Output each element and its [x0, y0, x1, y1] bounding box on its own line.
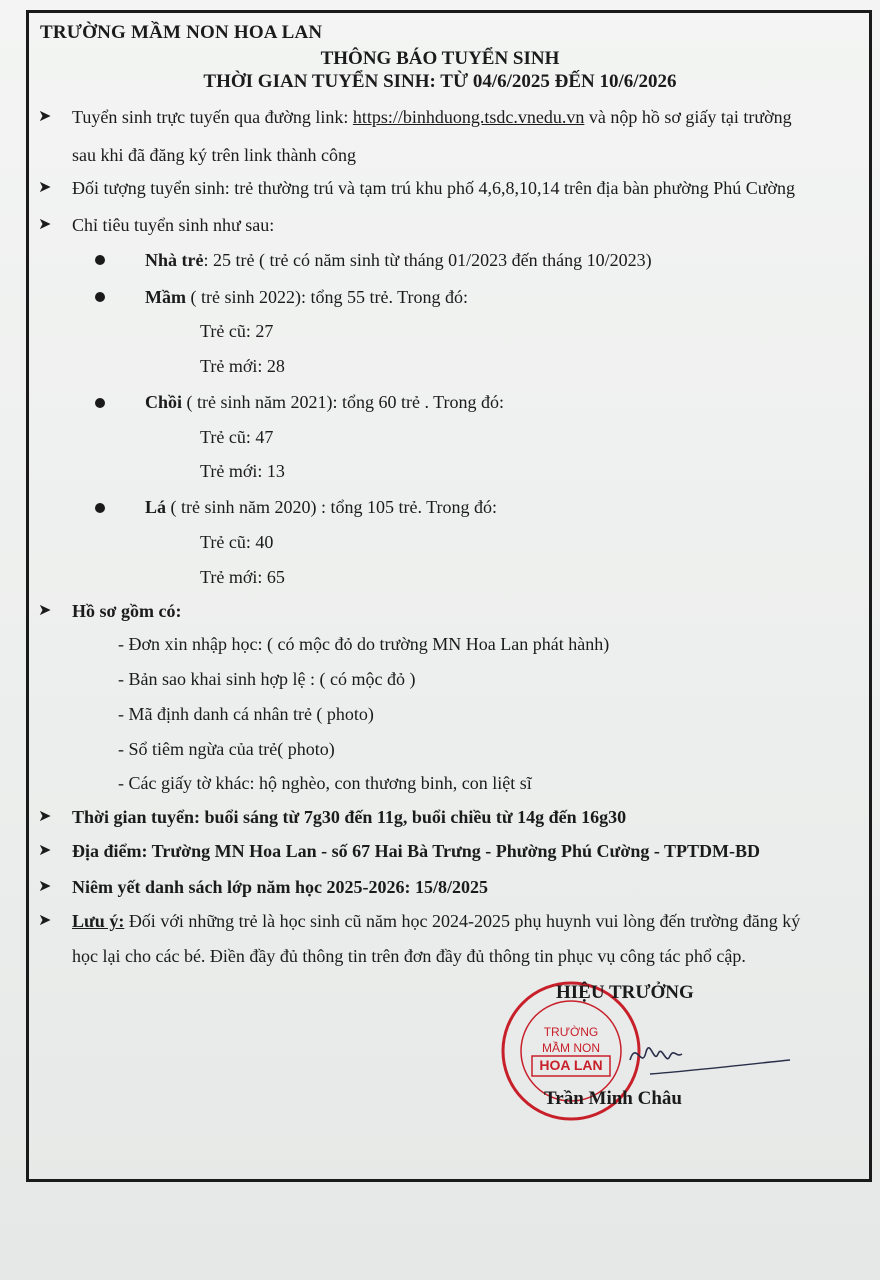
group-la: Lá ( trẻ sinh năm 2020) : tổng 105 trẻ. Trong đó: [145, 497, 498, 517]
filled-circle-icon [95, 503, 105, 513]
handwritten-signature-icon [590, 1030, 800, 1090]
note-line: Lưu ý: Đối với những trẻ là học sinh cũ năm học 2024-2025 phụ huynh vui lòng đến trường đăng ký [72, 911, 801, 931]
notice-title: THÔNG BÁO TUYỂN SINH [320, 48, 560, 69]
posting-line: Niêm yết danh sách lớp năm học 2025-2026: 15/8/2025 [72, 877, 488, 897]
time-line: Thời gian tuyển: buổi sáng từ 7g30 đến 11g, buổi chiều từ 14g đến 16g30 [72, 807, 627, 827]
school-name: TRƯỜNG MẦM NON HOA LAN [40, 22, 323, 43]
arrow-right-icon: ➤ [38, 808, 52, 825]
online-line: Tuyển sinh trực tuyến qua đường link: https://binhduong.tsdc.vnedu.vn và nộp hồ sơ giấy tại trường [72, 107, 792, 127]
online-line-cont: sau khi đã đăng ký trên link thành công [72, 145, 356, 165]
arrow-right-icon: ➤ [38, 602, 52, 619]
arrow-right-icon: ➤ [38, 108, 52, 125]
documents-heading: Hồ sơ gồm có: [72, 601, 182, 621]
principal-name: Trần Minh Châu [544, 1088, 682, 1109]
filled-circle-icon [95, 255, 105, 265]
document-item: - Bản sao khai sinh hợp lệ : ( có mộc đỏ ) [118, 669, 416, 689]
seal-line: TRƯỜNG [543, 1025, 599, 1039]
document-item: - Các giấy tờ khác: hộ nghèo, con thương binh, con liệt sĩ [118, 773, 532, 793]
group-la-old: Trẻ cũ: 40 [200, 532, 274, 552]
group-choi: Chồi ( trẻ sinh năm 2021): tổng 60 trẻ . Trong đó: [145, 392, 505, 412]
arrow-right-icon: ➤ [38, 878, 52, 895]
arrow-right-icon: ➤ [38, 842, 52, 859]
enrollment-period: THỜI GIAN TUYỂN SINH: TỪ 04/6/2025 ĐẾN 10/6/2026 [203, 71, 677, 92]
principal-title: HIỆU TRƯỞNG [556, 982, 694, 1003]
filled-circle-icon [95, 292, 105, 302]
seal-line: HOA LAN [539, 1057, 603, 1073]
arrow-right-icon: ➤ [38, 912, 52, 929]
group-la-new: Trẻ mới: 65 [200, 567, 285, 587]
group-mam-new: Trẻ mới: 28 [200, 356, 285, 376]
enrollment-link[interactable]: https://binhduong.tsdc.vnedu.vn [352, 107, 585, 127]
group-nha-tre: Nhà trẻ: 25 trẻ ( trẻ có năm sinh từ tháng 01/2023 đến tháng 10/2023) [145, 250, 652, 270]
seal-line: MẦM NON [542, 1041, 600, 1055]
target-line: Đối tượng tuyển sinh: trẻ thường trú và tạm trú khu phố 4,6,8,10,14 trên địa bàn phường Phú Cường [72, 178, 796, 198]
location-line: Địa điểm: Trường MN Hoa Lan - số 67 Hai Bà Trưng - Phường Phú Cường - TPTDM-BD [72, 841, 760, 861]
quota-intro: Chỉ tiêu tuyển sinh như sau: [72, 215, 275, 235]
document-item: - Đơn xin nhập học: ( có mộc đỏ do trường MN Hoa Lan phát hành) [118, 634, 610, 654]
group-mam: Mầm ( trẻ sinh 2022): tổng 55 trẻ. Trong đó: [145, 287, 468, 307]
note-line-cont: học lại cho các bé. Điền đầy đủ thông tin trên đơn đầy đủ thông tin phục vụ công tác phổ cập. [72, 946, 746, 966]
arrow-right-icon: ➤ [38, 216, 52, 233]
group-mam-old: Trẻ cũ: 27 [200, 321, 274, 341]
group-choi-new: Trẻ mới: 13 [200, 461, 285, 481]
document-item: - Mã định danh cá nhân trẻ ( photo) [118, 704, 374, 724]
document-item: - Sổ tiêm ngừa của trẻ( photo) [118, 739, 335, 759]
group-choi-old: Trẻ cũ: 47 [200, 427, 274, 447]
filled-circle-icon [95, 398, 105, 408]
arrow-right-icon: ➤ [38, 179, 52, 196]
